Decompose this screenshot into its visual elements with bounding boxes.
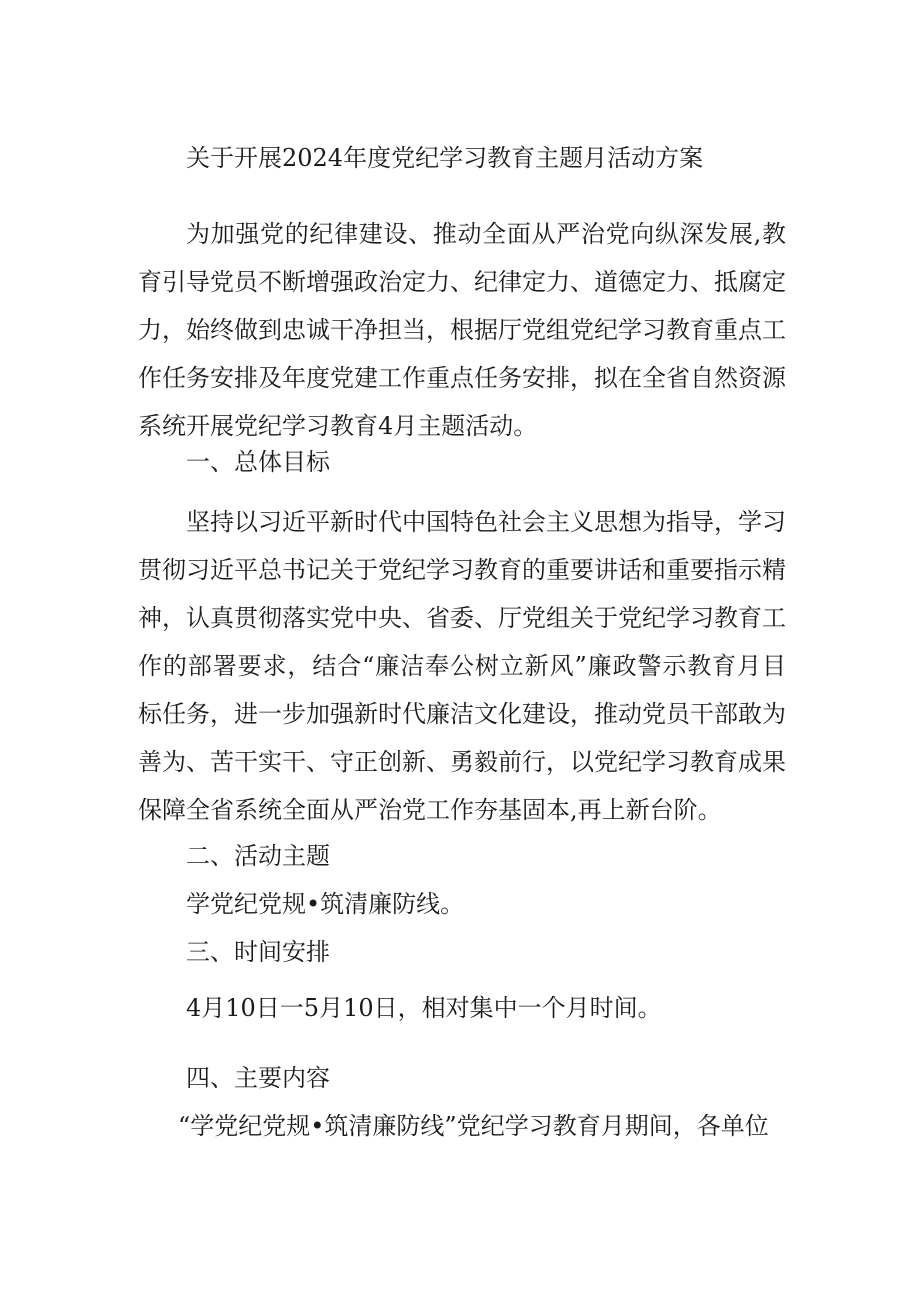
section-4-heading: 四、主要内容 <box>186 1064 330 1092</box>
document-title: 关于开展2024年度党纪学习教育主题月活动方案 <box>186 144 704 172</box>
section-3-heading: 三、时间安排 <box>186 938 330 966</box>
section-2-heading: 二、活动主题 <box>186 842 330 870</box>
section-2-paragraph: 学党纪党规•筑清廉防线。 <box>186 890 465 918</box>
intro-paragraph: 为加强党的纪律建设、推动全面从严治党向纵深发展,教育引导党员不断增强政治定力、纪律定力、道德定力、抵腐定力，始终做到忠诚干净担当，根据厅党组党纪学习教育重点工作任务安排及年度党建工作重点任务安排，拟在全省自然资源系统开展党纪学习教育4月主题活动。 <box>138 220 786 440</box>
section-1-heading: 一、总体目标 <box>186 448 330 476</box>
section-4-paragraph: “学党纪党规•筑清廉防线”党纪学习教育月期间，各单位 <box>178 1112 769 1140</box>
section-3-paragraph: 4月10日一5月10日，相对集中一个月时间。 <box>186 994 662 1022</box>
section-1-paragraph: 坚持以习近平新时代中国特色社会主义思想为指导，学习贯彻习近平总书记关于党纪学习教育的重要讲话和重要指示精神，认真贯彻落实党中央、省委、厅党组关于党纪学习教育工作的部署要求，结合“廉洁奉公树立新风”廉政警示教育月目标任务，进一步加强新时代廉洁文化建设，推动党员干部敢为善为、苦干实干、守正创新、勇毅前行，以党纪学习教育成果保障全省系统全面从严治党工作夯基固本,再上新台阶。 <box>138 508 786 824</box>
